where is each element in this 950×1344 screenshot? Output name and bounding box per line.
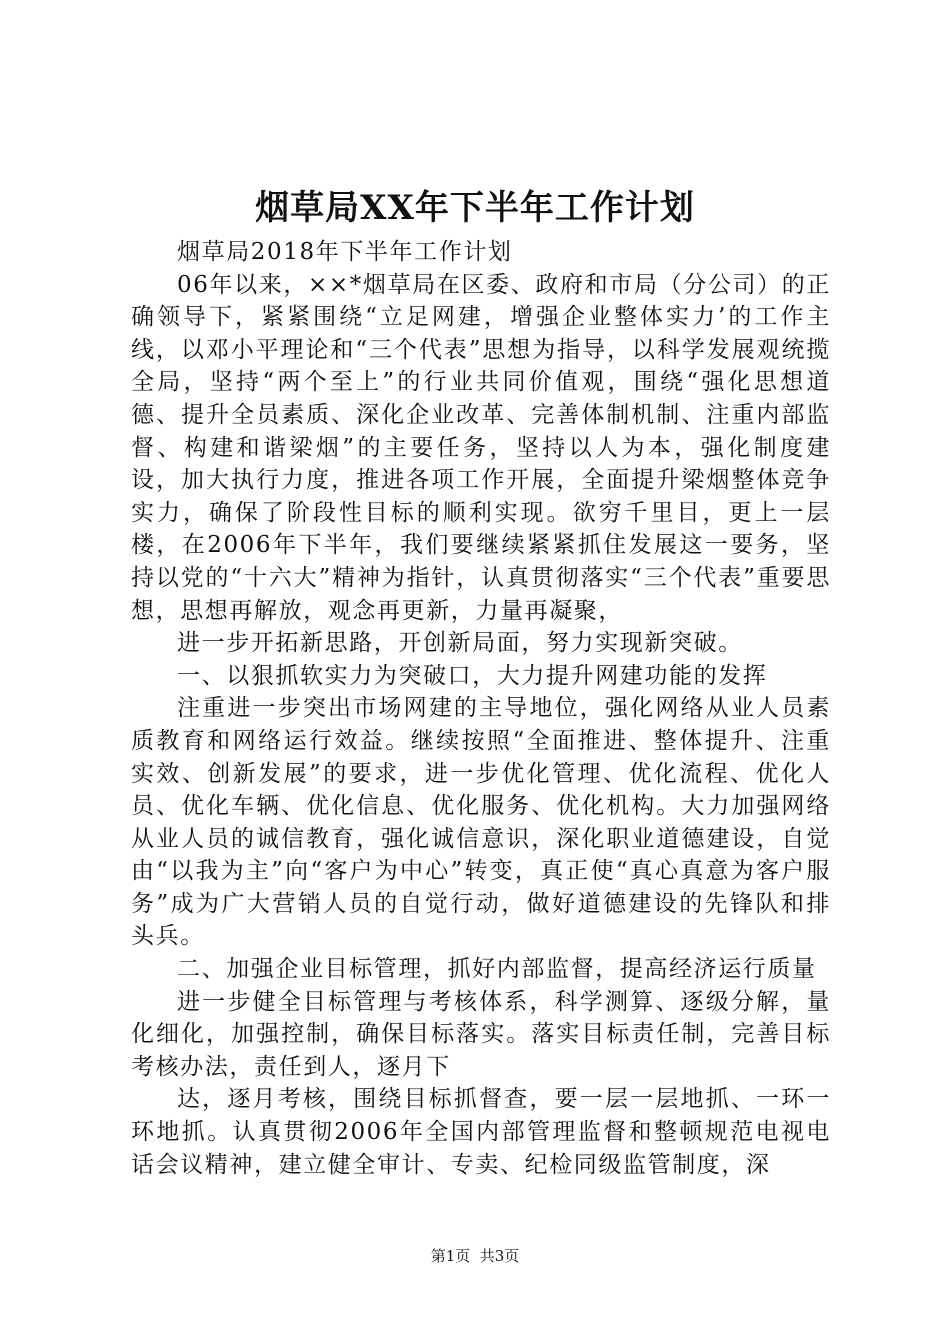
- document-title: 烟草局XX年下半年工作计划: [255, 188, 695, 228]
- intro-continuation-paragraph: 进一步开拓新思路，开创新局面，努力实现新突破。: [177, 630, 743, 657]
- document-body: [131, 236, 831, 1181]
- section-2-paragraph: 进一步健全目标管理与考核体系，科学测算、逐级分解，量化细化，加强控制，确保目标落实。落实目标责任制，完善目标考核办法，责任到人，逐月下: [131, 988, 831, 1080]
- section-heading-2: 二、加强企业目标管理，抓好内部监督，提高经济运行质量: [177, 956, 817, 983]
- subtitle-paragraph: 烟草局2018年下半年工作计划: [177, 239, 513, 265]
- page-number-footer: 第1页 共3页: [430, 1247, 520, 1265]
- intro-paragraph: 06年以来，××*烟草局在区委、政府和市局（分公司）的正确领导下，紧紧围绕“立足网建，增强企业整体实力’的工作主线，以邓小平理论和“三个代表”思想为指导，以科学发展观统揽全局，坚持“两个至上”的行业共同价值观，围绕“强化思想道德、提升全员素质、深化企业改革、完善体制机制、注重内部监督、构建和谐梁烟”的主要任务，坚持以人为本，强化制度建设，加大执行力度，推进各项工作开展，全面提升梁烟整体竞争实力，确保了阶段性目标的顺利实现。欲穷千里目，更上一层楼，在2006年下半年，我们要继续紧紧抓住发展这一要务，坚持以党的“十六大”精神为指针，认真贯彻落实“三个代表”重要思想，思想再解放，观念再更新，力量再凝聚，: [131, 271, 831, 624]
- section-1-paragraph: 注重进一步突出市场网建的主导地位，强化网络从业人员素质教育和网络运行效益。继续按照“全面推进、整体提升、注重实效、创新发展”的要求，进一步优化管理、优化流程、优化人员、优化车辆、优化信息、优化服务、优化机构。大力加强网络从业人员的诚信教育，强化诚信意识，深化职业道德建设，自觉由“以我为主”向“客户为中心”转变，真正使“真心真意为客户服务”成为广大营销人员的自觉行动，做好道德建设的先锋队和排头兵。: [131, 695, 831, 950]
- section-2-continuation-paragraph: 达，逐月考核，围绕目标抓督查，要一层一层地抓、一环一环地抓。认真贯彻2006年全国内部管理监督和整顿规范电视电话会议精神，建立健全审计、专卖、纪检同级监管制度，深: [131, 1086, 831, 1178]
- section-heading-1: 一、以狠抓软实力为突破口，大力提升网建功能的发挥: [177, 662, 768, 689]
